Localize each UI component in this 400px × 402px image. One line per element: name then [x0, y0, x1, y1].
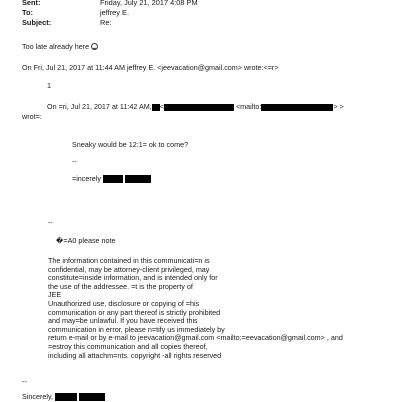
quote2-lt: <: [159, 102, 164, 111]
please-note: �=A0 please note: [56, 236, 116, 245]
sent-label: Sent:: [22, 0, 41, 7]
dashes-1: --: [72, 157, 77, 166]
sent-value: Friday, July 21, 2017 4:08 PM: [100, 0, 198, 7]
to-label: To:: [22, 7, 33, 17]
sincerely-1: =incerely: [72, 174, 101, 183]
subject-label: Subject:: [22, 17, 52, 27]
notice-line: constitute=inside information, and is intended only for: [48, 273, 218, 283]
footer-sincerely: Sincerely,: [22, 392, 54, 401]
footer-sincerely-line: [22, 393, 105, 402]
subject-row: [22, 18, 382, 28]
subject-value: Re:: [100, 17, 112, 27]
quote1-header: On Fri, Jul 21, 2017 at 11:44 AM jeffrey E. <jeevacation@gmail.com> wrote:<=r>: [22, 63, 279, 72]
smiley-icon: [91, 43, 98, 50]
notice-line: confidential, may be attorney-client privileged, may: [48, 264, 210, 274]
sent-row: [22, 0, 382, 8]
reply-text: Too late already here: [22, 42, 90, 51]
notice-line: JEE: [48, 290, 62, 300]
question-text: Sneaky would be 12:1= ok to come?: [72, 140, 189, 149]
redaction-block: [261, 104, 333, 111]
quote2-wrote: wrot=:: [22, 112, 42, 121]
notice-line: Unauthorized use, disclosure or copying of =his: [48, 298, 200, 308]
quote2-suffix: > >: [333, 102, 344, 111]
notice-line: the use of the addressee. =t is the property of: [48, 281, 193, 291]
redaction-block: [103, 175, 123, 183]
quote2-prefix: On =ri, Jul 21, 2017 at 11:42 AM,: [47, 102, 152, 111]
footer-dashes: --: [22, 377, 27, 386]
notice-line: communication in error, please n=tify us immediately by: [48, 324, 225, 334]
notice-line: The information contained in this communicati=n is: [48, 256, 210, 265]
number-one: 1: [47, 81, 51, 90]
quote2-mailto: <mailto:: [235, 102, 262, 111]
redaction-block: [125, 175, 151, 183]
quote2-header: [47, 103, 344, 112]
dashes-2: --: [48, 218, 53, 227]
notice-line: =estroy this communication and all copies thereof,: [48, 341, 208, 351]
notice-line: including all attachm=nts. copyright -all rights reserved: [48, 350, 222, 360]
reply-line: [22, 43, 98, 52]
email-header: [22, 0, 382, 28]
notice-line: return e-mail or by e-mail to jeevacation@gmail.com <mailto:=eevacation@gmail.com> , and: [48, 333, 343, 343]
notice-line: communication or any part thereof is strictly prohibited: [48, 307, 221, 317]
notice-line: and may=be unlawful. If you have received this: [48, 316, 198, 326]
redaction-block: [152, 104, 160, 111]
confidentiality-notice: [48, 257, 378, 360]
sincerely-line-1: [72, 175, 151, 184]
redaction-block: [164, 104, 234, 111]
to-row: [22, 8, 382, 18]
to-value: jeffrey E.: [100, 7, 130, 17]
